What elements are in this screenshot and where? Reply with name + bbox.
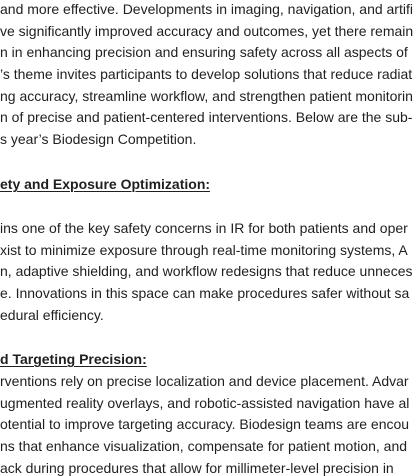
intro-line: ’s theme invites participants to develop solutions that reduce radiat: [0, 66, 413, 82]
section-line: n, adaptive shielding, and workflow redesigns that reduce unneces: [0, 263, 413, 279]
intro-line: n in enhancing precision and ensuring safety across all aspects of: [0, 44, 408, 60]
section-line: ack during procedures that allow for millimeter-level precision in: [0, 460, 394, 476]
intro-line: and more effective. Developments in imaging, navigation, and artifi: [0, 1, 413, 17]
intro-line: n of precise and patient-centered interventions. Below are the sub-: [0, 109, 413, 125]
intro-line: s year’s Biodesign Competition.: [0, 131, 197, 147]
section-line: e. Innovations in this space can make procedures safer without sa: [0, 285, 410, 301]
intro-line: ng accuracy, streamline workflow, and strengthen patient monitorin: [0, 88, 413, 104]
section-line: edural efficiency.: [0, 307, 104, 323]
section-heading: d Targeting Precision:: [0, 351, 147, 367]
section-heading: ety and Exposure Optimization:: [0, 176, 211, 192]
section-line: ns that enhance visualization, compensate for patient motion, and: [0, 438, 408, 454]
section-line: otential to improve targeting accuracy. Biodesign teams are encou: [0, 416, 410, 432]
section-line: rventions rely on precise localization and device placement. Advar: [0, 373, 409, 389]
section-line: ins one of the key safety concerns in IR for both patients and oper: [0, 220, 408, 236]
section-line: ugmented reality overlays, and robotic-assisted navigation have al: [0, 395, 410, 411]
intro-line: ve significantly improved accuracy and outcomes, yet there remain: [0, 23, 414, 39]
section-line: xist to minimize exposure through real-time monitoring systems, A: [0, 242, 408, 258]
